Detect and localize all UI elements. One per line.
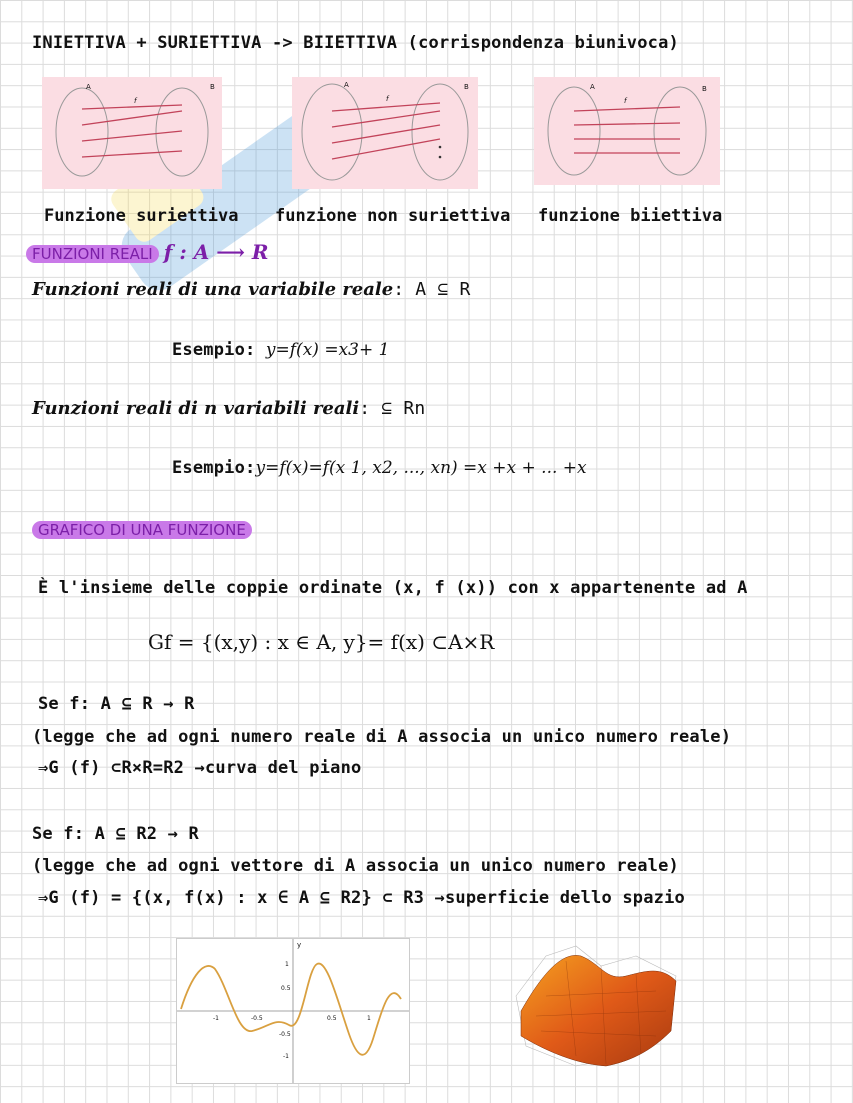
- axis-y-label: y: [297, 941, 302, 949]
- tick-y: 1: [285, 961, 289, 968]
- section-math: f : A ⟶ R: [163, 240, 269, 264]
- caption-surjective: Funzione suriettiva: [44, 206, 239, 226]
- tick-y: 0.5: [281, 985, 291, 992]
- section-real-functions: [26, 240, 268, 264]
- set-b-label: B: [210, 83, 215, 91]
- set-b-label: B: [464, 83, 469, 91]
- section-graph: [32, 520, 252, 539]
- case-one-title: Se f: A ⊆ R → R: [38, 694, 195, 714]
- curve-svg: [177, 939, 409, 1083]
- caption-bijective: funzione biiettiva: [538, 206, 723, 226]
- case-two-description: (legge che ad ogni vettore di A associa un unico numero reale): [32, 856, 679, 876]
- case-two-result: ⇒G (f) = {(x, f(x) : x ∈ A ⊆ R2} ⊂ R3 →superficie dello spazio: [38, 888, 685, 908]
- example-two: [172, 458, 587, 478]
- case-two-title: Se f: A ⊆ R2 → R: [32, 824, 199, 844]
- function-label: f: [386, 95, 389, 103]
- set-a-label: A: [86, 83, 91, 91]
- tick-x: -1: [213, 1015, 219, 1022]
- tick-y: -0.5: [279, 1031, 291, 1038]
- real-one-label: Funzioni reali di una variabile reale: [32, 279, 394, 300]
- real-n-rest: : ⊆ Rn: [359, 398, 426, 419]
- function-label: f: [624, 97, 627, 105]
- case-one-result: ⇒G (f) ⊂R×R=R2 →curva del piano: [38, 758, 362, 778]
- tick-x: 0.5: [327, 1015, 337, 1022]
- tick-y: -1: [283, 1053, 289, 1060]
- real-n-label: Funzioni reali di n variabili reali: [32, 398, 360, 419]
- example-label: Esempio:: [172, 458, 256, 478]
- example-label: Esempio:: [172, 340, 266, 360]
- plot-surface: [506, 936, 688, 1080]
- example-one: [172, 340, 389, 360]
- set-a-label: A: [344, 81, 349, 89]
- section-title: GRAFICO DI UNA FUNZIONE: [32, 521, 252, 539]
- section-title: FUNZIONI REALI: [26, 245, 159, 263]
- example-math: y=f(x)=f(x 1, x2, ..., xn) =x +x + ... +x: [255, 458, 587, 478]
- tick-x: 1: [367, 1015, 371, 1022]
- surface-svg: [506, 936, 688, 1080]
- diagram-bijective: [534, 77, 720, 185]
- set-a-label: A: [590, 83, 595, 91]
- graph-definition: È l'insieme delle coppie ordinate (x, f (x)) con x appartenente ad A: [38, 578, 748, 598]
- plot-curve: [176, 938, 410, 1084]
- function-label: f: [134, 97, 137, 105]
- example-math: y=f(x) =x3+ 1: [265, 340, 390, 360]
- curve-line: [181, 964, 401, 1055]
- real-one-variable: [32, 279, 470, 300]
- tick-x: -0.5: [251, 1015, 263, 1022]
- page-heading: INIETTIVA + SURIETTIVA -> BIIETTIVA (corrispondenza biunivoca): [32, 33, 679, 53]
- set-b-label: B: [702, 85, 707, 93]
- diagram-surjective: [42, 77, 222, 189]
- case-one-description: (legge che ad ogni numero reale di A associa un unico numero reale): [32, 727, 732, 747]
- diagram-non-surjective: [292, 77, 478, 189]
- real-one-rest: : A ⊆ R: [393, 279, 471, 300]
- graph-formula: Gf = {(x,y) : x ∈ A, y}= f(x) ⊂A×R: [148, 630, 495, 654]
- real-n-variables: [32, 398, 425, 419]
- caption-non-surjective: funzione non suriettiva: [275, 206, 511, 226]
